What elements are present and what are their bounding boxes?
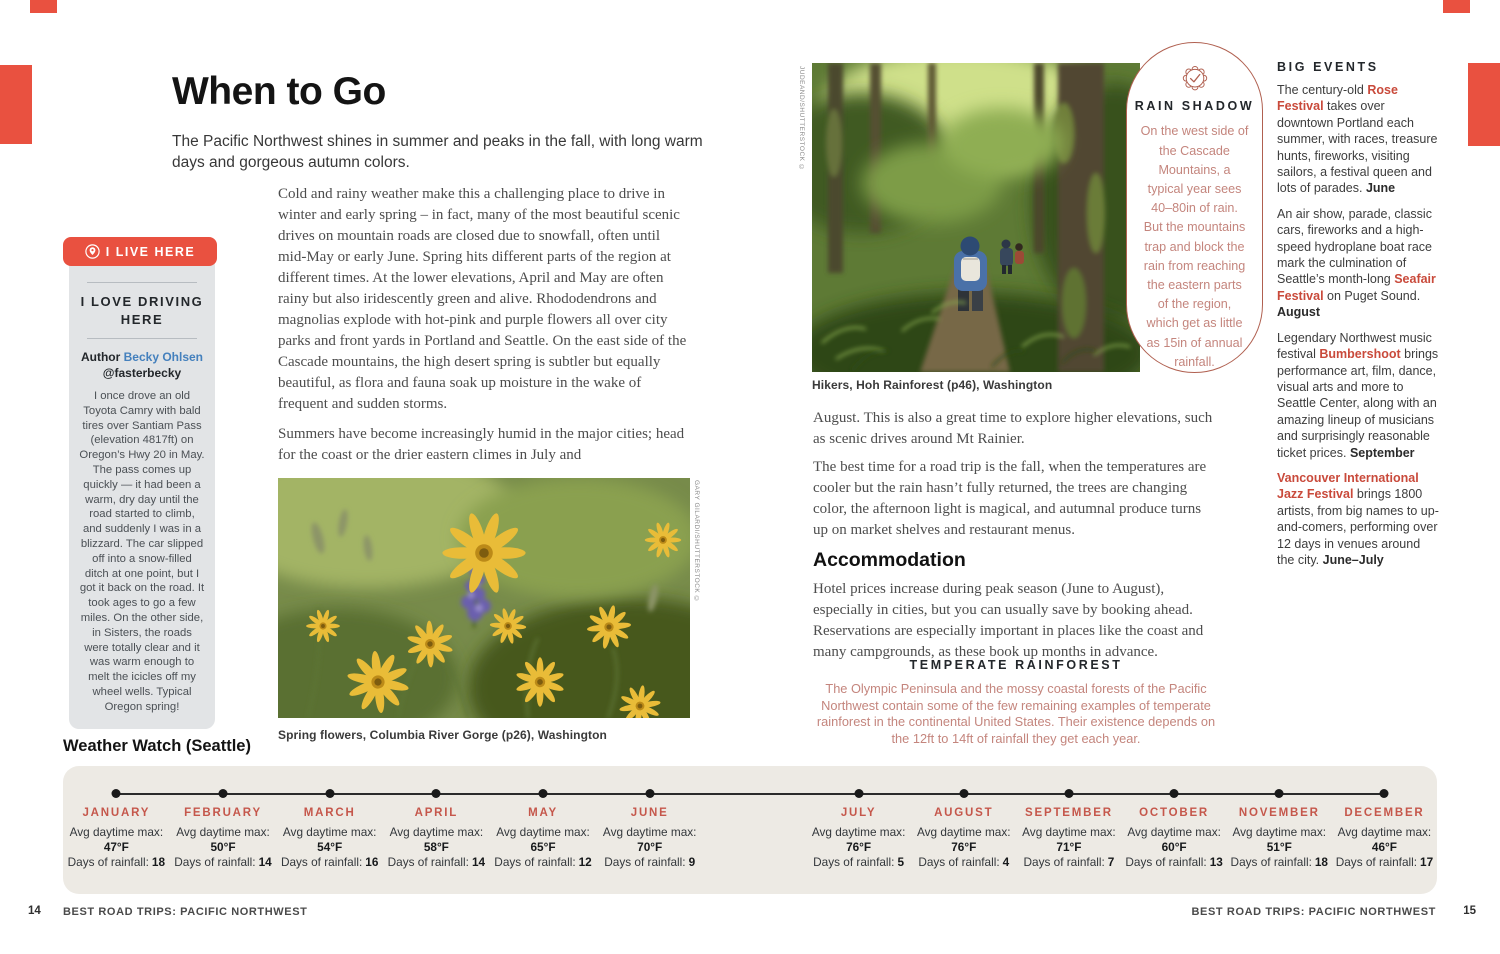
timeline-line: [116, 793, 1384, 795]
event-item: Legendary Northwest music festival Bumbershoot brings performance art, film, dance, visual arts and more to Seattle Center, along with an amazing lineup of musicians and surprisingly reasonable ticket prices. September: [1277, 330, 1439, 460]
weather-months-jan-jun: [63, 807, 703, 870]
chapter-tab-right-edge: [1468, 63, 1500, 146]
hiker-caption: Hikers, Hoh Rainforest (p46), Washington: [812, 378, 1053, 392]
timeline-dot: [1170, 789, 1179, 798]
timeline-dot: [112, 789, 121, 798]
body-paragraph: Cold and rainy weather make this a challenging place to drive in winter and early spring – in fact, many of the most beautiful scenic drives on mountain roads are closed due to snowfall, often until mid-May or early June. Spring hits different parts of the region at different times. At the lower elevations, April and May are often rainy but also iridescently green and alive. Rhododendrons and magnolias explode with hot-pink and purple flowers all over city parks and front yards in Portland and Seattle. On the east side of the Cascade mountains, the high desert spring is subtler but equally beautiful, as flora and fauna soak up moisture in the wake of frequent and sudden storms.: [278, 186, 687, 412]
timeline-dot: [432, 789, 441, 798]
flower-photo-illustration: [278, 478, 690, 718]
i-live-here-body: [69, 256, 215, 729]
timeline-dot: [645, 789, 654, 798]
event-month: June: [1365, 181, 1396, 196]
author-name-link[interactable]: Becky Ohlsen: [123, 350, 204, 364]
weather-month: MAY Avg daytime max: 65°F Days of rainfall: 12: [490, 807, 597, 870]
body-paragraph: Summers have become increasingly humid in the major cities; head for the coast or the drier eastern climes in July and: [278, 426, 685, 463]
divider: [87, 338, 197, 339]
temperate-body: The Olympic Peninsula and the mossy coastal forests of the Pacific Northwest contain some of the few remaining examples of temperate rainforest in the continental United States. Their existence depends on the 12ft to 14ft of rainfall they get each year.: [816, 681, 1216, 746]
big-events-column: [1277, 60, 1439, 577]
i-live-here-box: [63, 237, 217, 729]
flower-photo-credit: GARY GILARDI/SHUTTERSTOCK ©: [693, 480, 700, 604]
timeline-dot: [325, 789, 334, 798]
sidebar-story: I once drove an old Toyota Camry with bald tires over Santiam Pass (elevation 4817ft) on Oregon’s Hwy 20 in May. The pass comes up quickly — it had been a warm, dry day until the road started to climb, and suddenly I was in a blizzard. The car slipped off into a snow-filled ditch at one point, but I got it back on the road. It took ages to go a few miles. On the other side, in Sisters, the roads were totally clear and it was warm enough to melt the icicles off my wheel wells. Typical Oregon spring!: [79, 390, 205, 713]
event-name: Rose Festival: [1277, 83, 1398, 114]
event-name: Vancouver International Jazz Festival: [1277, 470, 1419, 502]
weather-watch-bar: [63, 766, 1437, 894]
event-name: Seafair Festival: [1277, 272, 1436, 303]
rain-shadow-title: RAIN SHADOW: [1134, 99, 1255, 114]
timeline-dot: [1064, 789, 1073, 798]
running-footer-left: BEST ROAD TRIPS: PACIFIC NORTHWEST: [63, 906, 308, 918]
event-name: Bumbershoot: [1319, 347, 1401, 362]
rain-shadow-callout: [1126, 42, 1263, 373]
author-handle: @fasterbecky: [102, 366, 182, 380]
accommodation-heading: Accommodation: [813, 549, 966, 571]
flower-caption: Spring flowers, Columbia River Gorge (p26), Washington: [278, 728, 607, 742]
weather-month: SEPTEMBER Avg daytime max: 71°F Days of rainfall: 7: [1016, 807, 1121, 870]
weather-month: DECEMBER Avg daytime max: 46°F Days of rainfall: 17: [1332, 807, 1437, 870]
timeline-dot: [1275, 789, 1284, 798]
temperate-title: TEMPERATE RAINFOREST: [909, 658, 1123, 672]
divider: [87, 282, 197, 283]
flower-photo: [278, 478, 690, 718]
body-paragraph: August. This is also a great time to explore higher elevations, such as scenic drives around Mt Rainier.: [813, 410, 1213, 447]
weather-month: NOVEMBER Avg daytime max: 51°F Days of rainfall: 18: [1227, 807, 1332, 870]
weather-month: MARCH Avg daytime max: 54°F Days of rainfall: 16: [276, 807, 383, 870]
event-month: June–July: [1322, 552, 1384, 567]
author-line: [79, 349, 205, 381]
timeline-dot: [219, 789, 228, 798]
hiker-photo-illustration: [812, 63, 1140, 372]
weather-months-jul-dec: [806, 807, 1437, 870]
weather-month: APRIL Avg daytime max: 58°F Days of rainfall: 14: [383, 807, 490, 870]
right-body-column: [813, 408, 1218, 670]
weather-month: JULY Avg daytime max: 76°F Days of rainfall: 5: [806, 807, 911, 870]
weather-month: FEBRUARY Avg daytime max: 50°F Days of rainfall: 14: [170, 807, 277, 870]
timeline-dot: [959, 789, 968, 798]
body-paragraph: The best time for a road trip is the fall, when the temperatures are cooler but the rain hasn’t fully returned, the trees are changing color, the afternoon light is magical, and autumnal produce turns up on market shelves and restaurant menus.: [813, 459, 1207, 538]
author-label: Author: [80, 350, 124, 364]
event-item: The century-old Rose Festival takes over downtown Portland each summer, with races, treasure hunts, fireworks, visiting sailors, a festival queen and lots of parades. June: [1277, 83, 1438, 196]
chapter-tab-top-right: [1443, 0, 1470, 13]
body-paragraph: Hotel prices increase during peak season (June to August), especially in cities, but you can usually save by booking ahead. Reservations are especially important in places like the coast and many campgrounds, as these book up months in advance.: [813, 581, 1204, 660]
sidebar-heading: I LOVE DRIVING HERE: [80, 294, 204, 327]
left-body-column: [278, 184, 690, 475]
running-footer-right: BEST ROAD TRIPS: PACIFIC NORTHWEST: [1191, 906, 1436, 918]
hiker-photo: [812, 63, 1140, 372]
i-live-here-label: I LIVE HERE: [105, 244, 196, 259]
weather-month: JANUARY Avg daytime max: 47°F Days of rainfall: 18: [63, 807, 170, 870]
timeline-dot: [539, 789, 548, 798]
page-number-left: 14: [28, 905, 41, 917]
location-pin-icon: [85, 244, 100, 259]
intro-text: The Pacific Northwest shines in summer and peaks in the fall, with long warm days and gorgeous autumn colors.: [172, 133, 703, 171]
event-month: August: [1277, 305, 1321, 320]
weather-month: JUNE Avg daytime max: 70°F Days of rainfall: 9: [596, 807, 703, 870]
weather-month: AUGUST Avg daytime max: 76°F Days of rainfall: 4: [911, 807, 1016, 870]
i-live-here-badge: [63, 237, 217, 266]
timeline-dot: [854, 789, 863, 798]
rain-shadow-body: On the west side of the Cascade Mountains, a typical year sees 40–80in of rain. But the mountains trap and block the rain from reaching the eastern parts of the region, which get as little as 15in of annual rainfall.: [1140, 124, 1249, 369]
event-item: An air show, parade, classic cars, fireworks and a high-speed hydroplane boat race mark the culmination of Seattle’s month-long Seafair Festival on Puget Sound. August: [1277, 206, 1436, 320]
seal-check-icon: [1177, 65, 1213, 91]
temperate-rainforest-callout: [815, 658, 1217, 747]
event-month: September: [1349, 445, 1415, 460]
event-item: Vancouver International Jazz Festival brings 1800 artists, from big names to up-and-comers, performing over 12 days in venues around the city. June–July: [1277, 470, 1439, 567]
hiker-photo-credit: JUDEAND/SHUTTERSTOCK ©: [798, 66, 805, 172]
page-title: When to Go: [172, 70, 386, 113]
chapter-tab-top-left: [30, 0, 57, 13]
big-events-title: BIG EVENTS: [1277, 60, 1379, 74]
chapter-tab-left-edge: [0, 65, 32, 144]
page-number-right: 15: [1463, 905, 1476, 917]
weather-watch-heading: Weather Watch (Seattle): [63, 737, 251, 755]
timeline-dot: [1380, 789, 1389, 798]
weather-month: OCTOBER Avg daytime max: 60°F Days of rainfall: 13: [1122, 807, 1227, 870]
